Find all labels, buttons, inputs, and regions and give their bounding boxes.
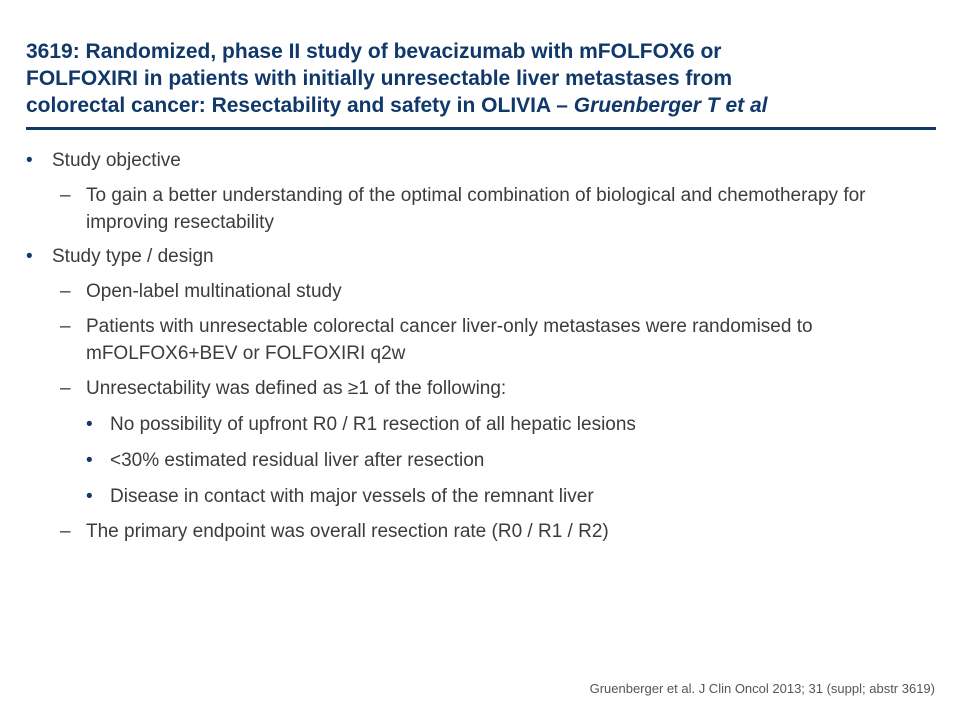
sub-item-text: Open-label multinational study xyxy=(86,281,342,302)
sub-item xyxy=(26,313,936,367)
bullet-icon: • xyxy=(86,450,93,471)
dash-icon: – xyxy=(60,378,71,399)
criterion-item xyxy=(26,483,936,510)
criterion-item xyxy=(26,411,936,438)
title-line xyxy=(26,92,936,119)
bullet-heading: Study objective xyxy=(52,150,181,171)
footer-citation: Gruenberger et al. J Clin Oncol 2013; 31 (suppl; abstr 3619) xyxy=(589,681,935,696)
bullet-study-design xyxy=(26,243,936,270)
slide-body xyxy=(26,140,936,545)
title-line: 3619: Randomized, phase II study of bevacizumab with mFOLFOX6 or xyxy=(26,40,722,63)
sub-item-text: Patients with unresectable colorectal cancer liver-only metastases were randomised to mFOLFOX6+BEV or FOLFOXIRI q2w xyxy=(86,316,813,364)
dash-icon: – xyxy=(60,316,71,337)
dash-icon: – xyxy=(60,281,71,302)
bullet-icon: • xyxy=(86,414,93,435)
criterion-text: <30% estimated residual liver after resection xyxy=(110,450,485,471)
bullet-heading: Study type / design xyxy=(52,246,214,267)
sub-item xyxy=(26,518,936,545)
sub-item xyxy=(26,375,936,402)
title-author: Gruenberger T et al xyxy=(573,94,768,117)
slide-title xyxy=(26,38,936,119)
criterion-item xyxy=(26,447,936,474)
title-line: FOLFOXIRI in patients with initially unresectable liver metastases from xyxy=(26,67,733,90)
bullet-icon: • xyxy=(26,150,33,171)
bullet-icon: • xyxy=(86,486,93,507)
title-main-text: colorectal cancer: Resectability and safety in OLIVIA – xyxy=(26,94,574,117)
sub-item-text: Unresectability was defined as ≥1 of the following: xyxy=(86,378,507,399)
sub-item-text: To gain a better understanding of the optimal combination of biological and chemotherapy for improving resectability xyxy=(86,185,866,233)
criterion-text: No possibility of upfront R0 / R1 resection of all hepatic lesions xyxy=(110,414,636,435)
bullet-study-objective xyxy=(26,147,936,174)
title-underline xyxy=(26,127,936,130)
sub-item xyxy=(26,182,936,236)
criterion-text: Disease in contact with major vessels of the remnant liver xyxy=(110,486,594,507)
dash-icon: – xyxy=(60,185,71,206)
sub-item-text: The primary endpoint was overall resection rate (R0 / R1 / R2) xyxy=(86,521,609,542)
dash-icon: – xyxy=(60,521,71,542)
sub-item xyxy=(26,278,936,305)
bullet-icon: • xyxy=(26,246,33,267)
